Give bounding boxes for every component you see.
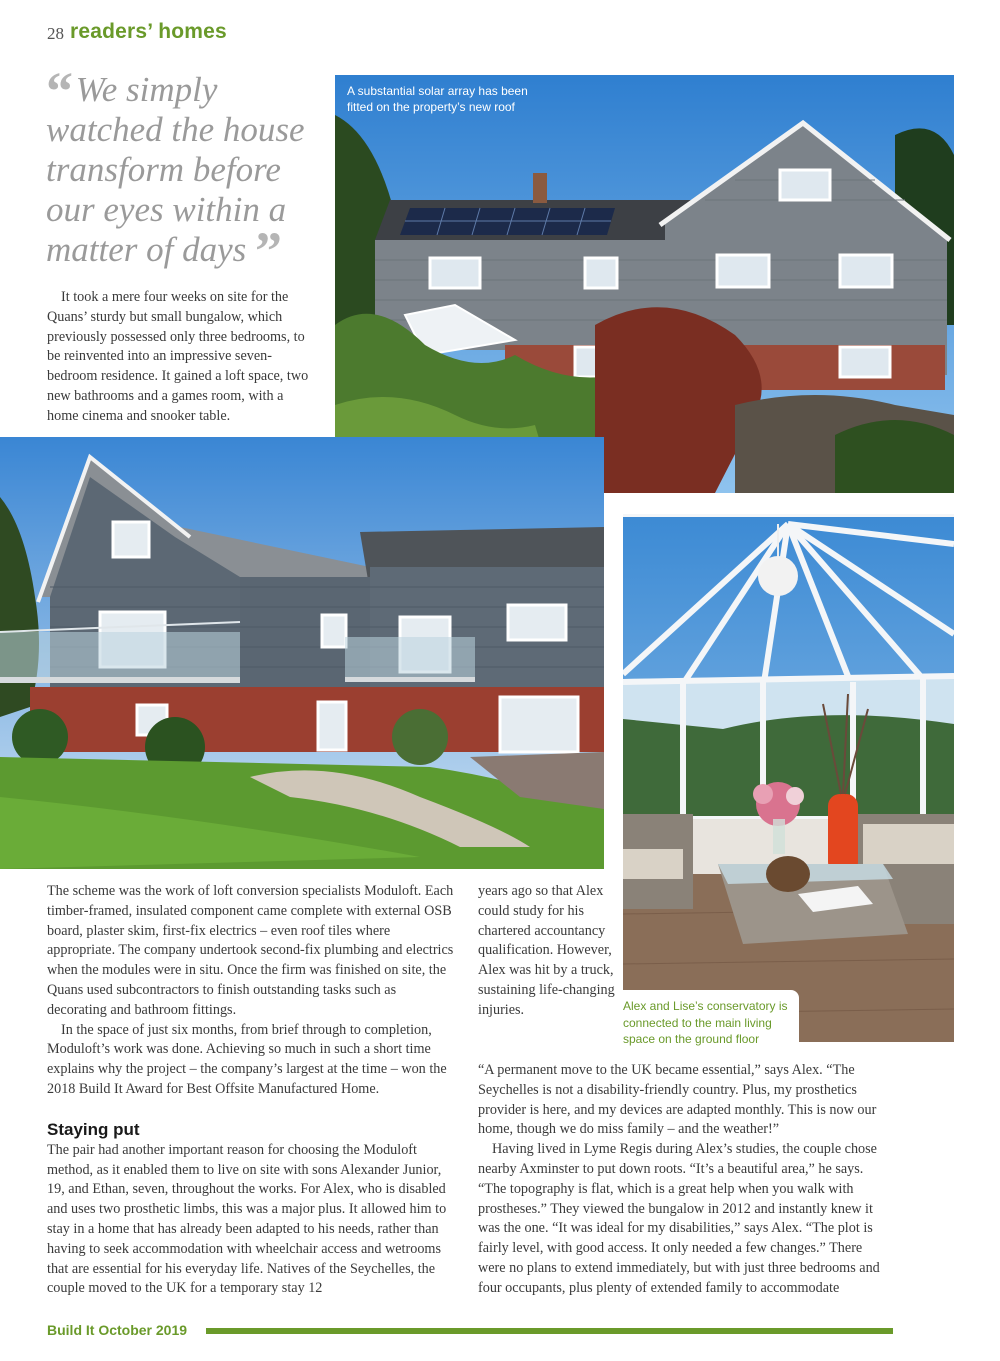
page-number: 28 [47, 24, 64, 43]
rear-house-photo [0, 437, 604, 869]
solar-house-photo [335, 75, 954, 493]
intro-block [47, 288, 312, 427]
conservatory-photo-caption: Alex and Lise’s conservatory is connected to the main living space on the ground floor [623, 999, 788, 1046]
body-paragraph: years ago so that Alex could study for his chartered accountancy qualification. However, Alex was hit by a truck, sustaining life-changing injuries. [478, 883, 615, 1018]
footer-issue-label: Build It October 2019 [47, 1322, 188, 1338]
footer-rule [206, 1328, 893, 1334]
body-column-left [47, 882, 459, 1299]
section-title: readers’ homes [70, 20, 227, 43]
solar-photo-caption: A substantial solar array has been fitted on the property’s new roof [347, 84, 528, 114]
subheading: Staying put [47, 1119, 140, 1139]
body-paragraph: “A permanent move to the UK became essential,” says Alex. “The Seychelles is not a disability-friendly country. Plus, my prosthetics provider is here, and my devices are adapted monthly. This is now our home, though we do miss family – and the weather!” [478, 1062, 877, 1138]
conservatory-illustration [623, 514, 954, 1042]
solar-house-illustration [335, 75, 954, 493]
body-paragraph: Having lived in Lyme Regis during Alex’s studies, the couple chose nearby Axminster to put down roots. “It’s a beautiful area,” he says. “The topography is flat, which is a great help when you walk with prostheses.” They viewed the bungalow in 2012 and instantly knew it was the one. “It was ideal for my disabilities,” says Alex. “The plot is fairly level, with good access. It only needed a few changes.” There were no plans to extend immediately, but with just three bedrooms and four occupants, plus plenty of extended family to accommodate [478, 1141, 880, 1296]
pull-quote [46, 61, 326, 281]
intro-paragraph: It took a mere four weeks on site for the Quans’ sturdy but small bungalow, which previously possessed only three bedrooms, to be reinvented into an impressive seven-bedroom residence. It gained a loft space, two new bathrooms and a games room, with a home cinema and snooker table. [47, 289, 309, 424]
conservatory-photo [623, 514, 954, 1042]
body-paragraph: The scheme was the work of loft conversion specialists Moduloft. Each timber-framed, insulated component came complete with external OSB board, plaster skim, first-fix electrics – even roof tiles where appropriate. The company undertook second-fix plumbing and electrics when the modules were in situ. Once the firm was finished on site, the Quans used subcontractors to finish outstanding tasks such as decorating and bathroom fittings. [47, 883, 454, 1018]
body-column-right-narrow [478, 882, 618, 1021]
open-quote-mark: “ [46, 61, 67, 121]
body-column-right [478, 1061, 892, 1299]
body-paragraph: The pair had another important reason for choosing the Moduloft method, as it enabled them to live on site with sons Alexander Junior, 19, and Ethan, seven, throughout the works. For Alex, who is disabled and uses two prosthetic limbs, this was a major plus. It allowed him to stay in a home that has already been adapted to his needs, rather than having to seek accommodation with wheelchair access and wetrooms that are essential for his everyday life. Natives of the Seychelles, the couple moved to the UK for a temporary stay 12 [47, 1141, 447, 1297]
close-quote-mark: ” [255, 221, 277, 281]
body-paragraph: In the space of just six months, from brief through to completion, Moduloft’s work was done. Achieving so much in such a short time explains why the project – the company’s largest at the time – won the 2018 Build It Award for Best Offsite Manufactured Home. [47, 1021, 447, 1097]
rear-house-illustration [0, 437, 604, 869]
pull-quote-text: We simply watched the house transform before our eyes within a matter of days [46, 70, 305, 269]
